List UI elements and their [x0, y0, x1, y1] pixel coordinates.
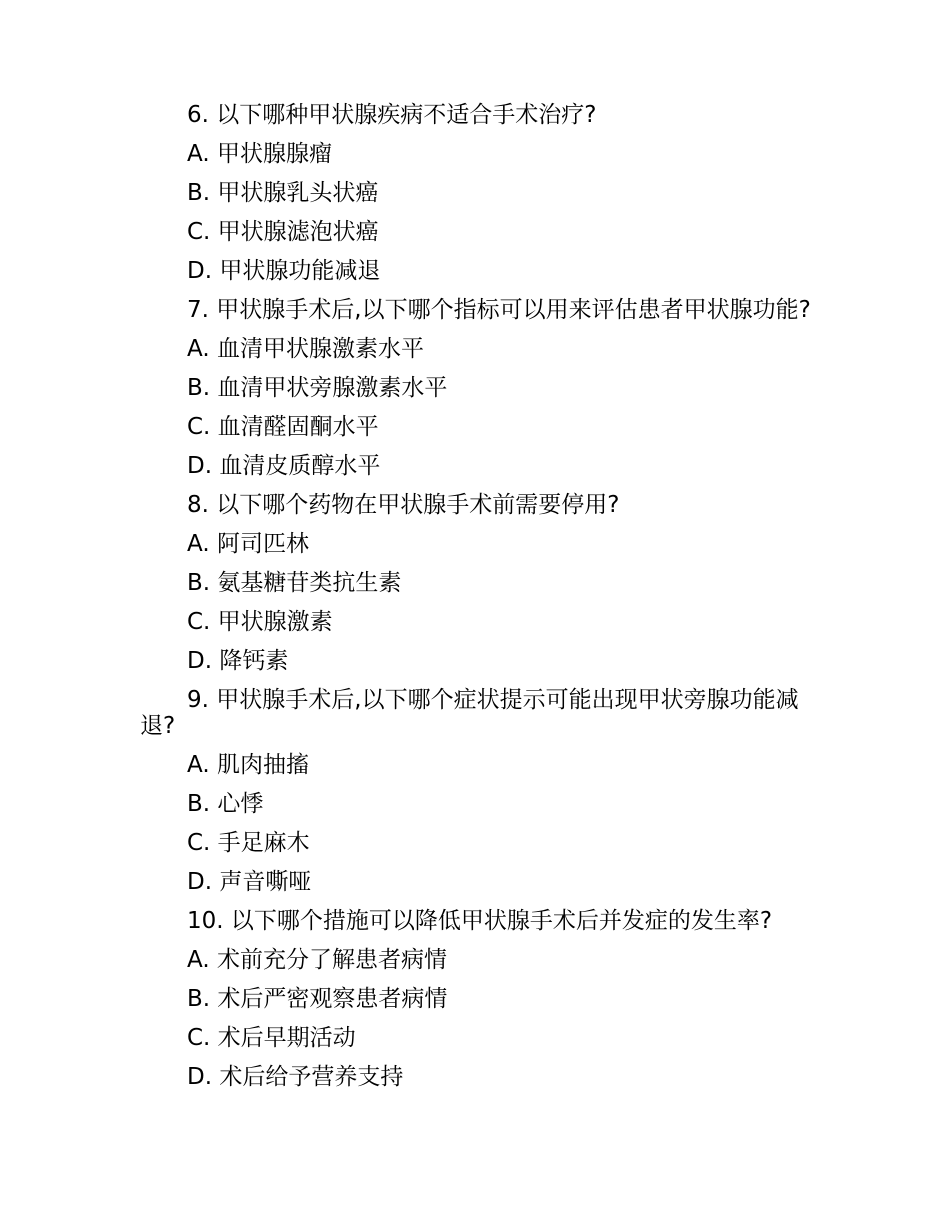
- question-9-option-c: C. 手足麻木: [187, 830, 310, 856]
- question-block: [140, 100, 820, 284]
- question-7-text: 7. 甲状腺手术后,以下哪个指标可以用来评估患者甲状腺功能?: [187, 297, 811, 323]
- question-block: [140, 295, 820, 479]
- question-7-option-d: D. 血清皮质醇水平: [187, 453, 381, 479]
- question-7-option-a: A. 血清甲状腺激素水平: [187, 336, 424, 362]
- question-9-option-a: A. 肌肉抽搐: [187, 752, 309, 778]
- question-block: [140, 490, 820, 674]
- question-6-option-b: B. 甲状腺乳头状癌: [187, 180, 379, 206]
- question-8-option-c: C. 甲状腺激素: [187, 609, 333, 635]
- question-10-option-c: C. 术后早期活动: [187, 1025, 356, 1051]
- question-10-option-d: D. 术后给予营养支持: [187, 1064, 404, 1090]
- question-6-option-c: C. 甲状腺滤泡状癌: [187, 219, 379, 245]
- question-6-option-d: D. 甲状腺功能减退: [187, 258, 381, 284]
- question-8-option-a: A. 阿司匹林: [187, 531, 309, 557]
- question-9-option-d: D. 声音嘶哑: [187, 869, 312, 895]
- question-8-option-d: D. 降钙素: [187, 648, 289, 674]
- question-block: [140, 906, 820, 1090]
- question-8-option-b: B. 氨基糖苷类抗生素: [187, 570, 402, 596]
- question-9-text: 9. 甲状腺手术后,以下哪个症状提示可能出现甲状旁腺功能减退?: [140, 687, 799, 739]
- question-10-option-b: B. 术后严密观察患者病情: [187, 986, 448, 1012]
- question-7-option-b: B. 血清甲状旁腺激素水平: [187, 375, 448, 401]
- question-6-text: 6. 以下哪种甲状腺疾病不适合手术治疗?: [187, 102, 597, 128]
- question-8-text: 8. 以下哪个药物在甲状腺手术前需要停用?: [187, 492, 620, 518]
- question-7-option-c: C. 血清醛固酮水平: [187, 414, 379, 440]
- question-10-text: 10. 以下哪个措施可以降低甲状腺手术后并发症的发生率?: [187, 908, 773, 934]
- question-block: [140, 685, 820, 895]
- question-10-option-a: A. 术前充分了解患者病情: [187, 947, 447, 973]
- question-9-option-b: B. 心悸: [187, 791, 264, 817]
- question-6-option-a: A. 甲状腺腺瘤: [187, 141, 332, 167]
- question-list: [140, 100, 820, 1101]
